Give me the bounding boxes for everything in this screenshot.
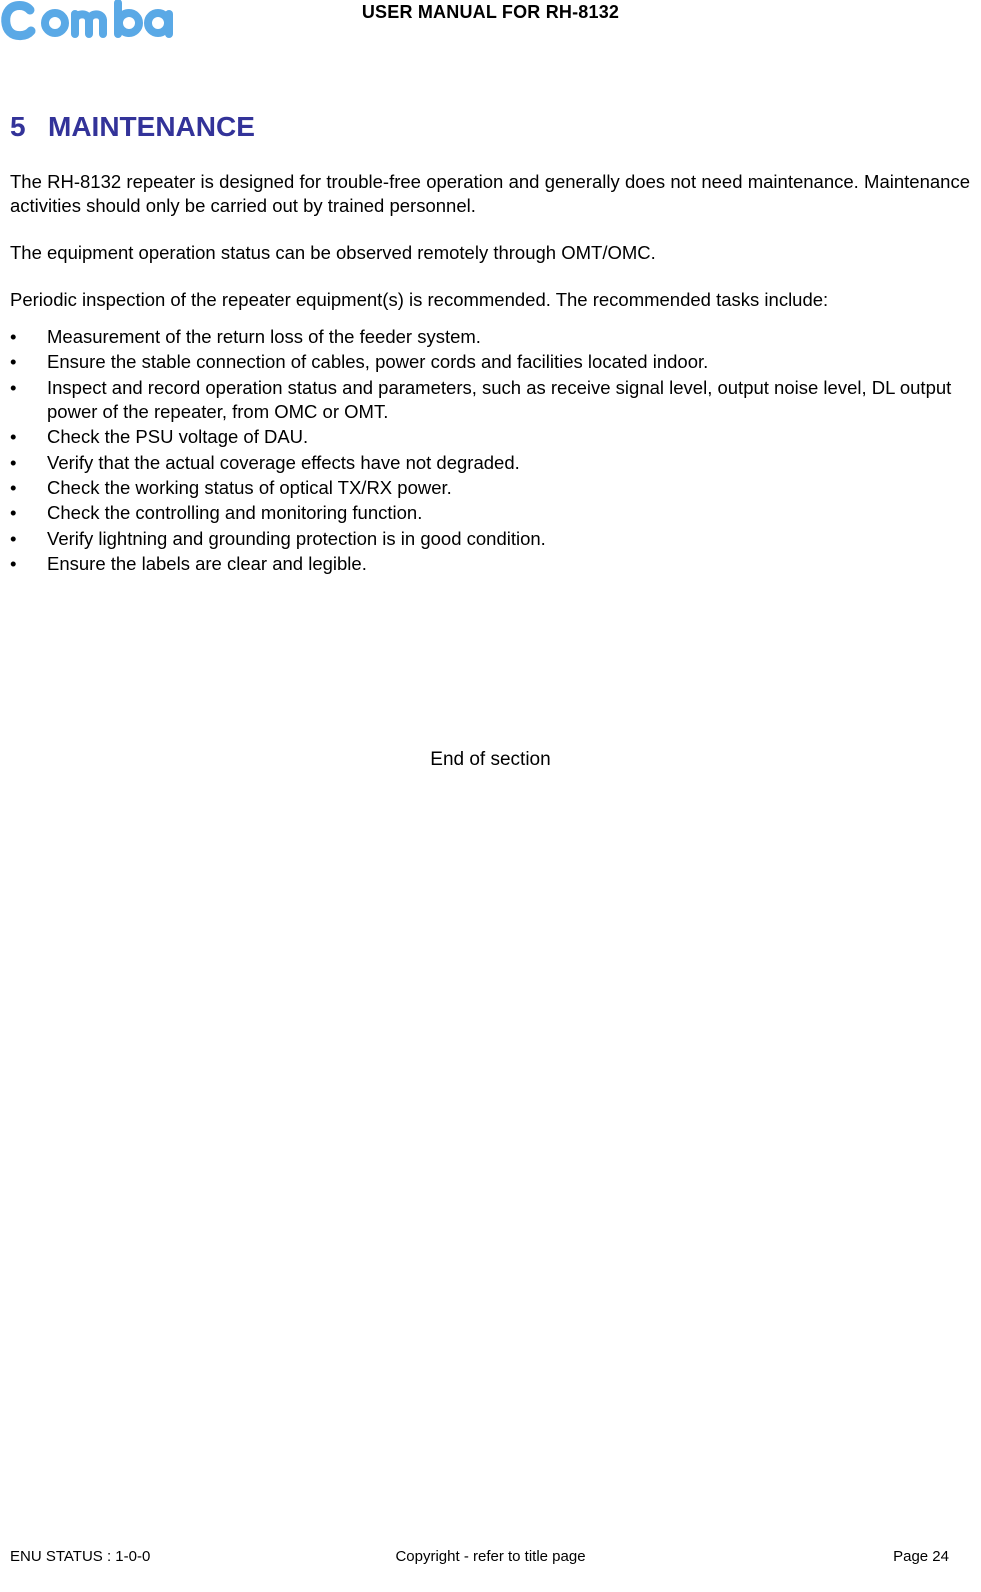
footer-page-number: Page 24 <box>893 1548 949 1565</box>
maintenance-task-list <box>10 325 970 578</box>
list-item-text: Ensure the labels are clear and legible. <box>47 553 367 575</box>
inspection-paragraph: Periodic inspection of the repeater equipment(s) is recommended. The recommended tasks include: <box>10 289 829 310</box>
list-item-text: Measurement of the return loss of the feeder system. <box>47 326 481 347</box>
list-item <box>10 425 970 449</box>
list-item <box>10 325 970 349</box>
section-number: 5 <box>10 111 26 142</box>
list-item <box>10 552 970 576</box>
list-item <box>10 376 970 424</box>
bullet-icon: • <box>10 376 17 398</box>
list-item <box>10 476 970 500</box>
list-item-text: Check the controlling and monitoring function. <box>47 502 423 524</box>
list-item <box>10 501 970 525</box>
bullet-icon: • <box>10 326 17 347</box>
section-title: MAINTENANCE <box>48 111 255 142</box>
bullet-icon: • <box>10 451 17 473</box>
list-item-text: Check the working status of optical TX/RX power. <box>47 476 452 498</box>
document-header-title: USER MANUAL FOR RH-8132 <box>361 2 620 22</box>
end-of-section-label: End of section <box>430 749 551 770</box>
list-item <box>10 350 970 374</box>
bullet-icon: • <box>10 502 17 524</box>
remote-status-paragraph: The equipment operation status can be observed remotely through OMT/OMC. <box>10 242 656 263</box>
bullet-icon: • <box>10 553 17 575</box>
list-item-text: Verify that the actual coverage effects have not degraded. <box>47 451 520 473</box>
intro-paragraph: The RH-8132 repeater is designed for trouble-free operation and generally does not need maintenance. Maintenance activities should only be carried out by trained personnel. <box>10 171 970 216</box>
list-item <box>10 527 970 551</box>
list-item-text: Inspect and record operation status and parameters, such as receive signal level, output noise level, DL output power of the repeater, from OMC or OMT. <box>47 376 952 422</box>
list-item <box>10 451 970 475</box>
footer-status: ENU STATUS : 1-0-0 <box>10 1548 151 1565</box>
footer-copyright: Copyright - refer to title page <box>395 1548 586 1565</box>
bullet-icon: • <box>10 351 17 373</box>
bullet-icon: • <box>10 476 17 498</box>
list-item-text: Verify lightning and grounding protection is in good condition. <box>47 527 546 549</box>
bullet-icon: • <box>10 527 17 549</box>
list-item-text: Check the PSU voltage of DAU. <box>47 426 309 448</box>
bullet-icon: • <box>10 426 17 448</box>
section-heading <box>10 111 255 143</box>
list-item-text: Ensure the stable connection of cables, power cords and facilities located indoor. <box>47 351 709 373</box>
